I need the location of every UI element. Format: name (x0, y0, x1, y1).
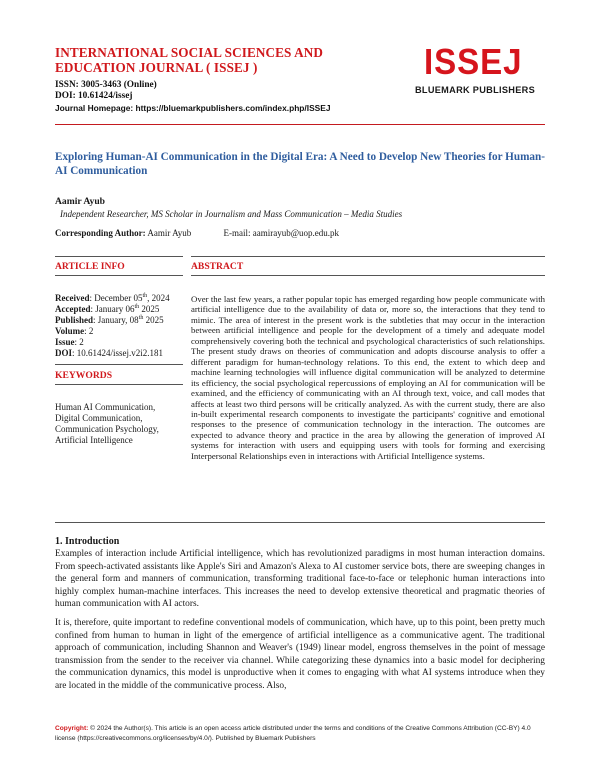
info-bottom-rule (55, 275, 183, 276)
article-info (55, 293, 185, 359)
keyword-item: Digital Communication, (55, 413, 143, 423)
article-info-heading: ARTICLE INFO (55, 261, 125, 272)
copyright-footer (55, 724, 545, 744)
keywords-list (55, 402, 185, 446)
abstract-heading: ABSTRACT (191, 261, 244, 272)
keywords-bottom-rule (55, 384, 183, 385)
corresponding-label: Corresponding Author: (55, 228, 146, 238)
keyword-item: Artificial Intelligence (55, 435, 133, 445)
abstract-top-rule (191, 256, 545, 257)
copyright-label: Copyright: (55, 725, 89, 732)
journal-doi: DOI: 10.61424/issej (55, 91, 133, 101)
published-date: Published: January, 08th 2025 (55, 315, 164, 325)
front-matter-divider (55, 522, 545, 523)
issn: ISSN: 3005-3463 (Online) (55, 80, 157, 90)
keywords-top-rule (55, 364, 183, 365)
introduction-heading: 1. Introduction (55, 536, 120, 547)
info-top-rule (55, 256, 183, 257)
introduction-paragraph-2: It is, therefore, quite important to redefine conventional models of communication, which have, up to this point, been pretty much confined from human to human in light of the emergence of artificial intelligence as a communicative agent. The traditional approach of communication, including Shannon and Weaver's (1949) linear model, engross themselves in the point of message transmission from the sender to the receiver via channel. While categorizing these dynamics into a basic model for deciphering the communication dynamics, this model is unproductive when it comes to engaging with what AI systems introduce when they are located in the middle of the communicative process. Also, (55, 618, 545, 691)
issue: Issue: 2 (55, 337, 84, 347)
keyword-item: Human AI Communication, (55, 402, 156, 412)
header-divider (55, 124, 545, 125)
author-email[interactable]: E-mail: aamirayub@uop.edu.pk (223, 228, 340, 238)
article-doi[interactable]: DOI: 10.61424/issej.v2i2.181 (55, 348, 164, 358)
copyright-text: © 2024 the Author(s). This article is an open access article distributed under the terms and conditions of the Creative Commons Attribution (CC-BY) 4.0 license (https://creativecommons.org/licenses/by/4.0/). Published by Bluemark Publishers (55, 725, 531, 742)
journal-homepage-link[interactable]: Journal Homepage: https://bluemarkpublishers.com/index.php/ISSEJ (55, 103, 331, 113)
introduction-paragraph-1: Examples of interaction include Artificial intelligence, which has revolutionized paradigms in most human interaction domains. From speech-activated assistants like Apple's Siri and Amazon's Alexa to AI customer service bots, there are sweeping changes in the general form and manners of communication, transforming traditional face-to-face or telephonic human interactions into highly complex human-machine interfaces. This increases the need to develop extensive theoretical and pragmatic theories of human communication with AI actors. (55, 549, 545, 609)
corresponding-name: Aamir Ayub (147, 228, 192, 238)
keyword-item: Communication Psychology, (55, 424, 159, 434)
author-affiliation: Independent Researcher, MS Scholar in Journalism and Mass Communication – Media Studies (60, 209, 403, 219)
journal-title: INTERNATIONAL SOCIAL SCIENCES AND EDUCATION JOURNAL ( ISSEJ ) (55, 45, 323, 75)
publisher-name: BLUEMARK PUBLISHERS (414, 85, 536, 95)
abstract-bottom-rule (191, 275, 545, 276)
issej-logo-mark: ISSEJ (424, 41, 523, 82)
article-title: Exploring Human-AI Communication in the Digital Era: A Need to Develop New Theories for Human-AI Communication (55, 151, 545, 177)
accepted-date: Accepted: January 06th 2025 (55, 304, 160, 314)
volume: Volume: 2 (55, 326, 94, 336)
corresponding-author (55, 228, 339, 238)
publisher-logo (400, 42, 550, 104)
received-date: Received: December 05th, 2024 (55, 293, 170, 303)
author-name: Aamir Ayub (55, 196, 106, 207)
keywords-heading: KEYWORDS (55, 370, 113, 381)
abstract-text: Over the last few years, a rather popular topic has emerged regarding how people communicate with artificial intelligence due to the availability of data or, more so, the interactions that they tend to mimic. The area of interest in the present work is the subtleties that may occur in the interaction between artificial intelligence and people for the development of a timely and adequate model comprehensively covering both the technical and psychological characteristics of such relationships. The present study draws on theories of communication and adopts discourse analysis to offer a different paradigm for human-technology relations. To this end, the extent to which deep and machine learning technologies will influence digital communication will be analyzed to determine its efficiency, the social psychological repercussions of employing an AI for communication will be examined, and the efficiency of communicating with an AI through text, voice, and call modes that affects at least two third persons will be critically analyzed. As with the current study, there are also in-built experimental research components to investigate the participants' cognitive and emotional responses to the presence of communication technology in the interaction. The outcomes are expected to advance theory and practice in the area by allowing the generation of improved AI systems for interaction with users and equipping users with tools for forming and exercising Interpersonal Relationships even in interactions with Artificial Intelligence systems. (191, 294, 545, 461)
